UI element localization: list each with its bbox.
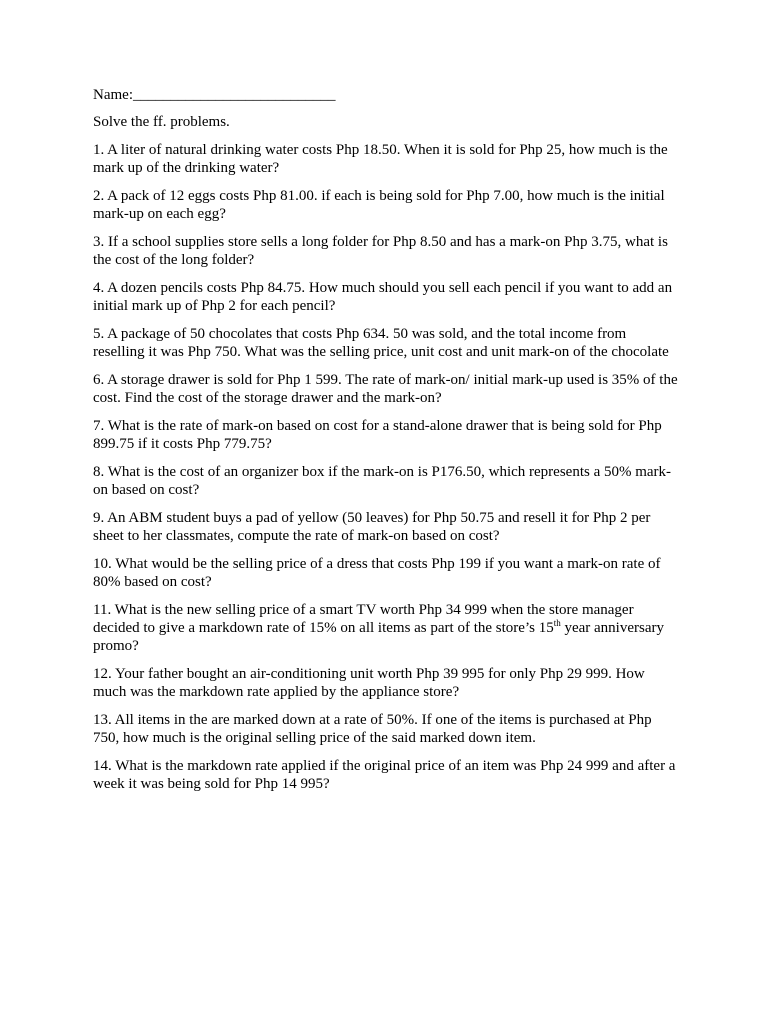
name-label: Name: [93, 87, 133, 103]
problem-8: 8. What is the cost of an organizer box if the mark-on is P176.50, which represents a 50% mark-on based on cost? [93, 464, 672, 498]
problem-14: 14. What is the markdown rate applied if the original price of an item was Php 24 999 and after a week it was being sold for Php 14 995? [93, 758, 676, 792]
problem-11 [93, 601, 678, 655]
problem-2: 2. A pack of 12 eggs costs Php 81.00. if each is being sold for Php 7.00, how much is the initial mark-up on each egg? [93, 188, 665, 222]
problem-5: 5. A package of 50 chocolates that costs Php 634. 50 was sold, and the total income from reselling it was Php 750. What was the selling price, unit cost and unit mark-on of the chocolate [93, 326, 669, 360]
problem-3: 3. If a school supplies store sells a long folder for Php 8.50 and has a mark-on Php 3.75, what is the cost of the long folder? [93, 234, 668, 268]
problem-1: 1. A liter of natural drinking water costs Php 18.50. When it is sold for Php 25, how much is the mark up of the drinking water? [93, 142, 668, 176]
problem-10: 10. What would be the selling price of a dress that costs Php 199 if you want a mark-on rate of 80% based on cost? [93, 556, 661, 590]
problem-9: 9. An ABM student buys a pad of yellow (50 leaves) for Php 50.75 and resell it for Php 2 per sheet to her classmates, compute the rate of mark-on based on cost? [93, 510, 651, 544]
instructions: Solve the ff. problems. [93, 114, 230, 130]
name-field-line [93, 86, 678, 104]
problem-6: 6. A storage drawer is sold for Php 1 599. The rate of mark-on/ initial mark-up used is 35% of the cost. Find the cost of the storage drawer and the mark-on? [93, 372, 678, 406]
problem-7: 7. What is the rate of mark-on based on cost for a stand-alone drawer that is being sold for Php 899.75 if it costs Php 779.75? [93, 418, 662, 452]
problem-list [93, 141, 678, 793]
problem-11-text: 11. What is the new selling price of a smart TV worth Php 34 999 when the store manager decided to give a markdown rate of 15% on all items as part of the store’s 15 [93, 602, 634, 636]
problem-11-superscript: th [553, 618, 561, 628]
name-blank: ___________________________ [132, 87, 336, 103]
problem-4: 4. A dozen pencils costs Php 84.75. How much should you sell each pencil if you want to add an initial mark up of Php 2 for each pencil? [93, 280, 673, 314]
problem-12: 12. Your father bought an air-conditioning unit worth Php 39 995 for only Php 29 999. How much was the markdown rate applied by the appliance store? [93, 666, 645, 700]
problem-13: 13. All items in the are marked down at a rate of 50%. If one of the items is purchased at Php 750, how much is the original selling price of the said marked down item. [93, 712, 652, 746]
problem-11-text-end: year anniversary promo? [93, 620, 664, 654]
